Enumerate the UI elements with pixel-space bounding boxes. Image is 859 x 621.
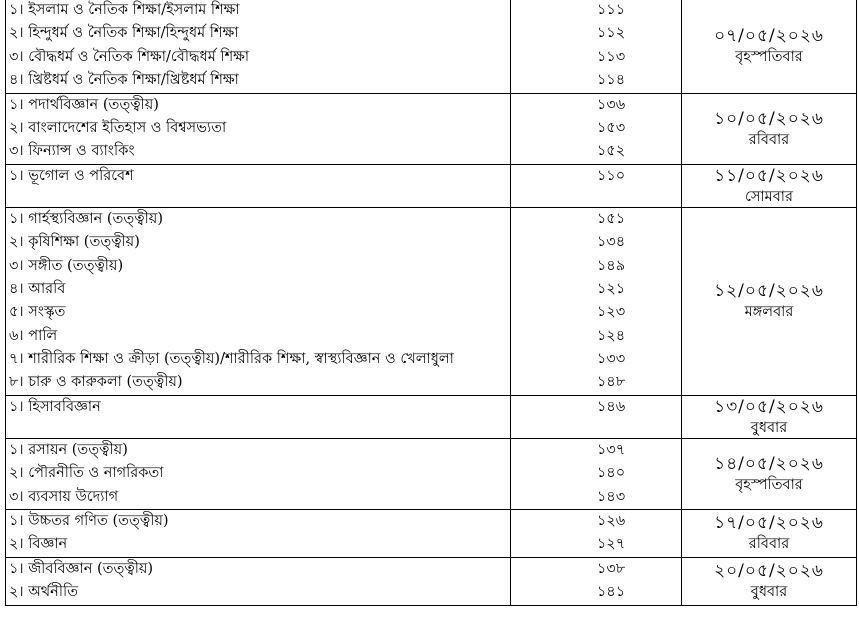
subject-name: ১। পদার্থবিজ্ঞান (তত্ত্বীয়): [9, 96, 159, 113]
subject-name: ৩। ফিন্যান্স ও ব্যাংকিং: [9, 143, 135, 160]
subject-code: ১৪৩: [596, 488, 626, 505]
subject-code: ১৩৬: [596, 96, 626, 113]
subject-code-cell: [511, 557, 682, 605]
exam-date-cell: [682, 395, 857, 438]
exam-weekday: বৃহস্পতিবার: [735, 48, 803, 65]
exam-weekday: বুধবার: [750, 419, 788, 436]
subject-code: ১১১: [596, 2, 626, 18]
subject-name: ১। ইসলাম ও নৈতিক শিক্ষা/ইসলাম শিক্ষা: [9, 2, 240, 18]
subject-name: ২। হিন্দুধর্ম ও নৈতিক শিক্ষা/হিন্দুধর্ম শিক্ষা: [9, 25, 239, 42]
subject-code: ১৪০: [596, 465, 626, 482]
exam-schedule-body: [6, 0, 857, 605]
exam-day-row: [6, 557, 857, 605]
subject-name: ২। কৃষিশিক্ষা (তত্ত্বীয়): [9, 234, 140, 251]
exam-date: ২০/০৫/২০২৬: [714, 561, 824, 582]
subject-code: ১১০: [596, 167, 626, 184]
exam-date: ১২/০৫/২০২৬: [714, 281, 824, 302]
subject-code: ১৪১: [596, 584, 626, 601]
subject-code: ১৩৩: [596, 351, 626, 368]
exam-day-row: [6, 93, 857, 164]
exam-day-row: [6, 207, 857, 395]
exam-date: ১৪/০৫/২০২৬: [714, 453, 824, 474]
subject-code: ১২৪: [596, 327, 626, 344]
subject-name: ১। ভূগোল ও পরিবেশ: [9, 167, 134, 184]
subject-code: ১২৭: [596, 536, 626, 553]
subject-code-cell: [511, 207, 682, 395]
subject-code-cell: [511, 0, 682, 93]
exam-date-cell: [682, 438, 857, 509]
exam-date: ০৭/০৫/২০২৬: [714, 25, 824, 46]
exam-schedule-table: [5, 0, 857, 606]
subject-code: ১১৩: [596, 48, 626, 65]
subject-cell: [6, 557, 511, 605]
exam-weekday: সোমবার: [745, 188, 793, 205]
subject-code: ১১২: [596, 25, 626, 42]
exam-date-cell: [682, 207, 857, 395]
exam-date: ১৩/০৫/২০২৬: [714, 396, 824, 417]
subject-code: ১২৩: [596, 304, 626, 321]
subject-name: ৩। সঙ্গীত (তত্ত্বীয়): [9, 257, 124, 274]
subject-code: ১৪৬: [596, 398, 626, 415]
exam-date: ১৭/০৫/২০২৬: [714, 513, 824, 534]
subject-name: ৪। খ্রিষ্টধর্ম ও নৈতিক শিক্ষা/খ্রিষ্টধর্ম শিক্ষা: [9, 72, 239, 89]
subject-name: ১। হিসাববিজ্ঞান: [9, 398, 101, 415]
exam-date: ১০/০৫/২০২৬: [714, 108, 824, 129]
exam-date-cell: [682, 510, 857, 558]
subject-code: ১৫২: [596, 143, 626, 160]
subject-code-cell: [511, 438, 682, 509]
subject-cell: [6, 438, 511, 509]
exam-date-cell: [682, 0, 857, 93]
subject-name: ২। বিজ্ঞান: [9, 536, 68, 553]
subject-cell: [6, 93, 511, 164]
subject-name: ৫। সংস্কৃত: [9, 304, 66, 321]
exam-day-row: [6, 395, 857, 438]
subject-code: ১২৬: [596, 513, 626, 530]
subject-code: ১১৪: [596, 72, 626, 89]
subject-name: ১। উচ্চতর গণিত (তত্ত্বীয়): [9, 513, 169, 530]
subject-name: ২। বাংলাদেশের ইতিহাস ও বিশ্বসভ্যতা: [9, 119, 227, 136]
subject-code: ১৫৩: [596, 119, 626, 136]
subject-cell: [6, 510, 511, 558]
subject-name: ৬। পালি: [9, 327, 58, 344]
subject-name: ১। রসায়ন (তত্ত্বীয়): [9, 441, 128, 458]
subject-code: ১৫১: [596, 210, 626, 227]
exam-day-row: [6, 438, 857, 509]
subject-cell: [6, 0, 511, 93]
subject-code: ১৪৯: [596, 257, 626, 274]
subject-name: ৭। শারীরিক শিক্ষা ও ক্রীড়া (তত্ত্বীয়)/শারীরিক শিক্ষা, স্বাস্থ্যবিজ্ঞান ও খেলাধুলা: [9, 351, 454, 368]
exam-date: ১১/০৫/২০২৬: [714, 165, 824, 186]
exam-day-row: [6, 0, 857, 93]
subject-code: ১৩৭: [596, 441, 626, 458]
exam-date-cell: [682, 164, 857, 207]
subject-name: ৪। আরবি: [9, 280, 66, 297]
subject-cell: [6, 395, 511, 438]
exam-day-row: [6, 164, 857, 207]
exam-weekday: বৃহস্পতিবার: [735, 476, 803, 493]
exam-weekday: রবিবার: [748, 536, 790, 553]
subject-name: ৮। চারু ও কারুকলা (তত্ত্বীয়): [9, 374, 183, 391]
subject-code-cell: [511, 164, 682, 207]
exam-day-row: [6, 510, 857, 558]
subject-code-cell: [511, 510, 682, 558]
subject-name: ৩। ব্যবসায় উদ্যোগ: [9, 488, 119, 505]
subject-code: ১২১: [596, 280, 626, 297]
exam-weekday: বুধবার: [750, 584, 788, 601]
subject-cell: [6, 207, 511, 395]
exam-weekday: রবিবার: [748, 131, 790, 148]
subject-name: ২। পৌরনীতি ও নাগরিকতা: [9, 465, 164, 482]
subject-code: ১৪৮: [596, 374, 626, 391]
subject-name: ১। গার্হস্থ্যবিজ্ঞান (তত্ত্বীয়): [9, 210, 163, 227]
exam-date-cell: [682, 557, 857, 605]
subject-name: ৩। বৌদ্ধধর্ম ও নৈতিক শিক্ষা/বৌদ্ধধর্ম শিক্ষা: [9, 48, 250, 65]
subject-code-cell: [511, 395, 682, 438]
subject-code-cell: [511, 93, 682, 164]
subject-cell: [6, 164, 511, 207]
exam-date-cell: [682, 93, 857, 164]
exam-weekday: মঙ্গলবার: [744, 304, 794, 321]
subject-name: ২। অর্থনীতি: [9, 584, 79, 601]
subject-name: ১। জীববিজ্ঞান (তত্ত্বীয়): [9, 560, 154, 577]
subject-code: ১৩৮: [596, 560, 626, 577]
subject-code: ১৩৪: [596, 234, 626, 251]
